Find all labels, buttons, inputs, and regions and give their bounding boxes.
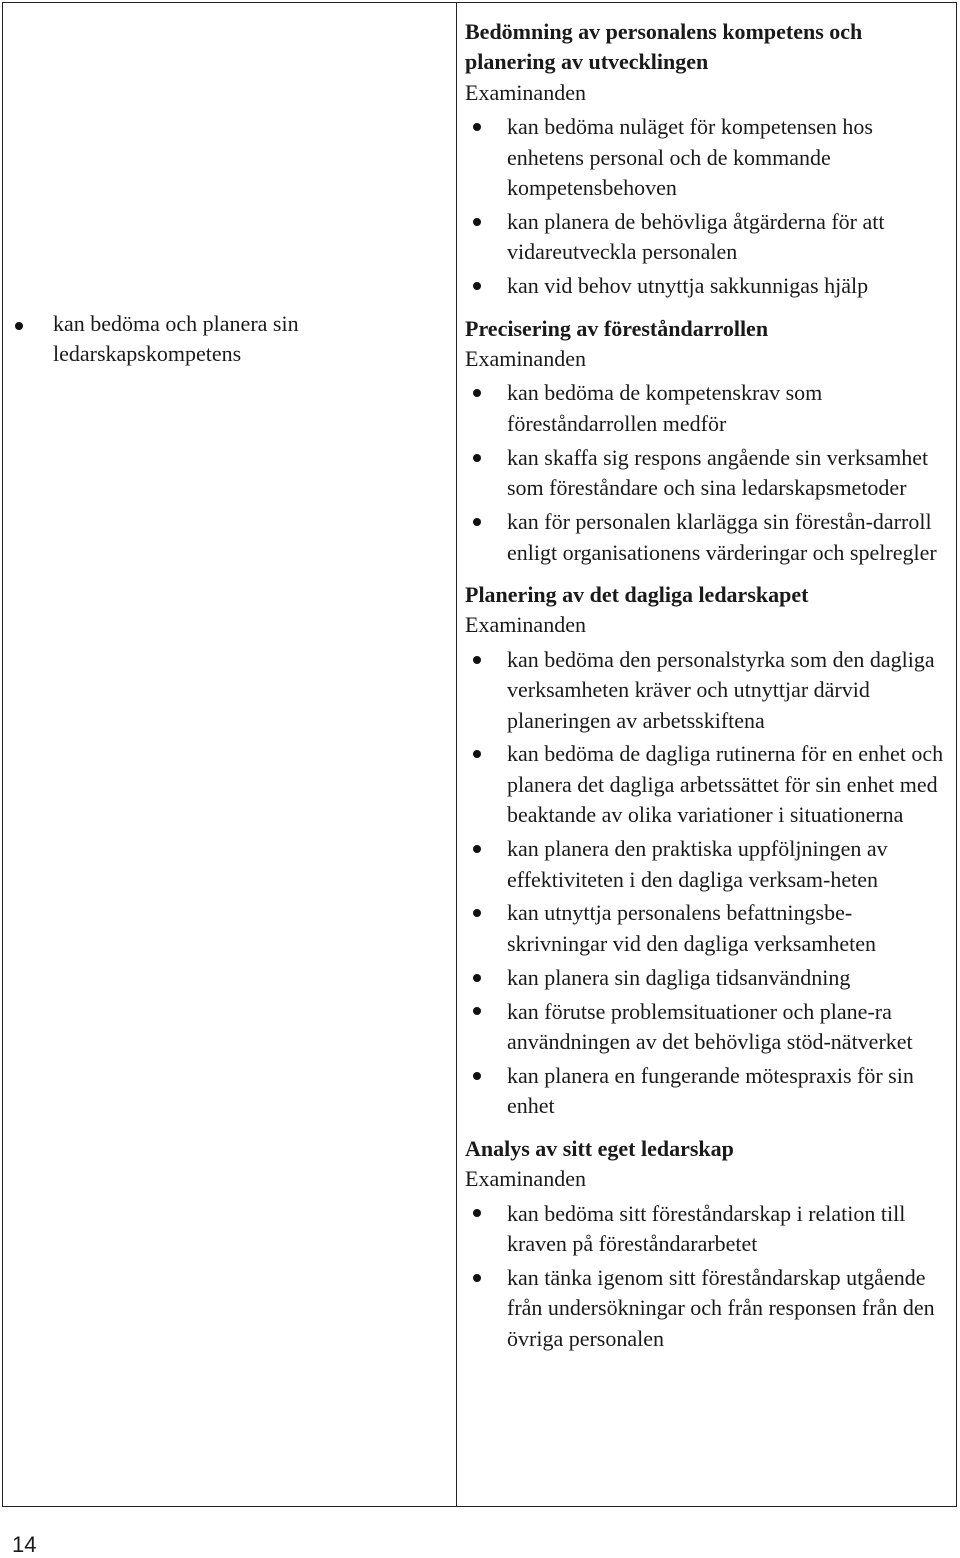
list-item: [465, 898, 950, 959]
bullet-icon: [473, 507, 497, 537]
list-item: [465, 1061, 950, 1122]
section: [465, 314, 950, 568]
list-item: [465, 507, 950, 568]
list-item: [465, 963, 950, 993]
section: [465, 1134, 950, 1354]
section-title: Planering av det dagliga ledarskapet: [465, 581, 809, 607]
bullet-icon: [473, 1199, 497, 1229]
list-item-text: kan bedöma sitt föreståndarskap i relation till kraven på föreståndararbetet: [507, 1200, 906, 1257]
list-item-text: kan skaffa sig respons angående sin verksamhet som föreståndare och sina ledarskapsmetoder: [507, 444, 929, 501]
examiner-label: Examinanden: [465, 1166, 586, 1192]
bullet-icon: [473, 1061, 497, 1091]
bullet-icon: [473, 378, 497, 408]
bullet-icon: [473, 834, 497, 864]
list-item: [465, 112, 950, 203]
list-item: [465, 739, 950, 830]
bullet-icon: [473, 1263, 497, 1293]
bullet-icon: [473, 963, 497, 993]
list-item: [465, 834, 950, 895]
list-item-text: kan bedöma de dagliga rutinerna för en enhet och planera det dagliga arbetssättet för sin enhet med beaktande av olika variationer i situationerna: [507, 741, 944, 828]
section-title: Analys av sitt eget ledarskap: [465, 1135, 734, 1161]
list-item: [465, 443, 950, 504]
criteria-list: [465, 112, 950, 301]
list-item: [465, 378, 950, 439]
left-list-item: [15, 309, 435, 369]
section: [465, 17, 950, 302]
bullet-icon: [473, 898, 497, 928]
right-column: [457, 3, 956, 1506]
criteria-table: [2, 2, 957, 1507]
bullet-icon: [473, 739, 497, 769]
criteria-content: [465, 17, 950, 1366]
section: [465, 580, 950, 1122]
bullet-icon: [473, 997, 497, 1027]
examiner-label: Examinanden: [465, 346, 586, 372]
list-item: [465, 271, 950, 301]
criteria-list: [465, 378, 950, 567]
list-item: [465, 207, 950, 268]
list-item: [465, 997, 950, 1058]
page-number: 14: [12, 1532, 37, 1557]
section-title: Bedömning av personalens kompetens och planering av utvecklingen: [465, 19, 863, 75]
list-item-text: kan planera sin dagliga tidsanvändning: [507, 964, 851, 990]
list-item-text: kan planera de behövliga åtgärderna för att vidareutveckla personalen: [507, 208, 885, 265]
list-item-text: kan utnyttja personalens befattningsbe-skrivningar vid den dagliga verksamheten: [507, 900, 877, 956]
list-item-text: kan bedöma de kompetenskrav som föreståndarrollen medför: [507, 380, 823, 436]
list-item-text: kan bedöma nuläget för kompetensen hos enhetens personal och de kommande kompetensbehoven: [507, 114, 873, 201]
list-item-text: kan vid behov utnyttja sakkunnigas hjälp: [507, 273, 869, 299]
list-item: [465, 1263, 950, 1354]
left-column: [3, 3, 457, 1506]
left-item-text: kan bedöma och planera sin ledarskapskompetens: [53, 311, 299, 366]
list-item: [465, 645, 950, 736]
bullet-icon: [473, 112, 497, 142]
list-item-text: kan för personalen klarlägga sin förestån-darroll enligt organisationens värderingar och spelregler: [507, 509, 937, 565]
examiner-label: Examinanden: [465, 79, 586, 105]
list-item-text: kan förutse problemsituationer och plane-ra användningen av det behövliga stöd-nätverket: [507, 998, 913, 1055]
bullet-icon: [473, 443, 497, 473]
list-item-text: kan bedöma den personalstyrka som den dagliga verksamheten kräver och utnyttjar därvid planeringen av arbetsskiftena: [507, 646, 935, 733]
bullet-icon: [473, 645, 497, 675]
list-item-text: kan planera den praktiska uppföljningen av effektiviteten i den dagliga verksam-heten: [507, 836, 888, 892]
section-title: Precisering av föreståndarrollen: [465, 315, 769, 341]
bullet-icon: [15, 309, 51, 339]
list-item-text: kan planera en fungerande mötespraxis för sin enhet: [507, 1063, 914, 1119]
bullet-icon: [473, 207, 497, 237]
bullet-icon: [473, 271, 497, 301]
criteria-list: [465, 645, 950, 1122]
list-item: [465, 1199, 950, 1260]
examiner-label: Examinanden: [465, 612, 586, 638]
list-item-text: kan tänka igenom sitt föreståndarskap utgående från undersökningar och från responsen från den övriga personalen: [507, 1264, 935, 1351]
criteria-list: [465, 1199, 950, 1355]
